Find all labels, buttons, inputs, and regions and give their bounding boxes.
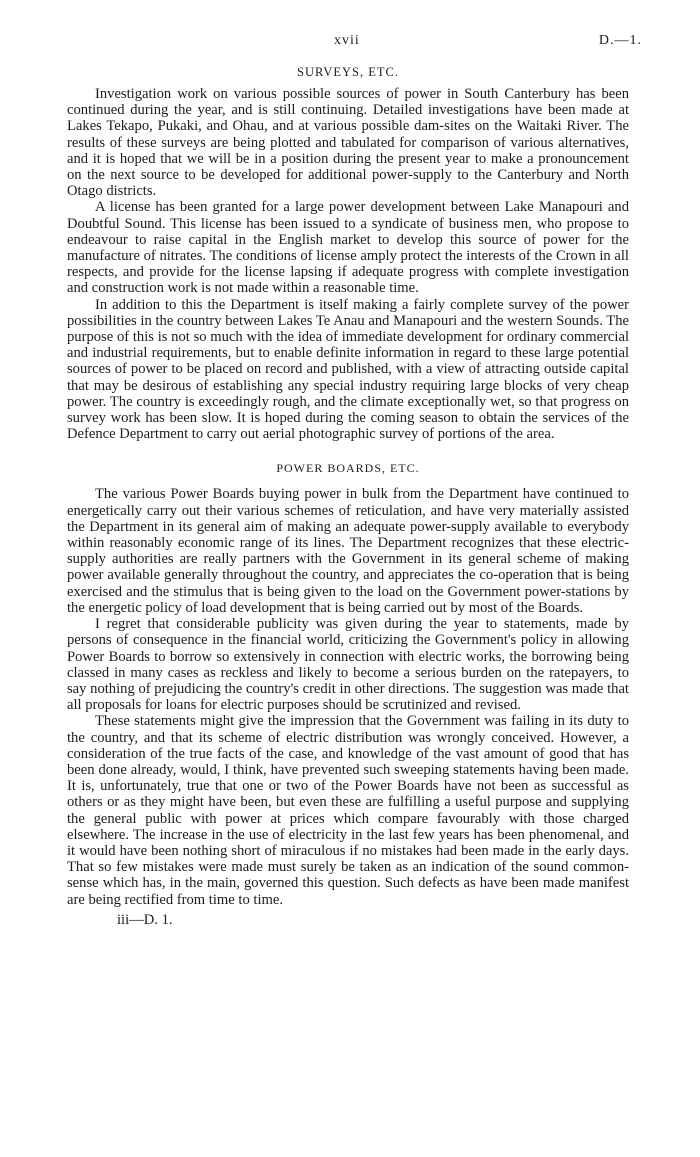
section-heading-power-boards: POWER BOARDS, ETC. [276, 461, 420, 476]
signature-mark: iii—D. 1. [117, 911, 173, 928]
section-heading-surveys: SURVEYS, ETC. [297, 65, 399, 79]
document-reference: D.—1. [598, 33, 642, 48]
page-number: xvii [334, 33, 360, 48]
paragraph: The various Power Boards buying power in bulk from the Department have continued to energetically carry out their various schemes of reticulation, and have very materially assisted the Department in its general aim of making an adequate power-supply available to everybody within reasonably economic range of its lines. The Department recognizes that these electric-supply authorities are really partners with the Government in its general scheme of making power available generally throughout the country, and appreciates the co-operation that is being exercised and the stimulus that is being given to the load on the Government power-stations by the energetic policy of load development that is being carried out by most of the Boards. [67, 486, 629, 616]
paragraph: I regret that considerable publicity was given during the year to statements, made by persons of consequence in the financial world, criticizing the Government's policy in allowing Power Boards to borrow so extensively in connection with electric works, the borrowing being classed in many cases as reckless and likely to become a serious burden on the ratepayers, to say nothing of prejudicing the country's credit in other directions. The suggestion was made that all proposals for loans for electric purposes should be scrutinized and revised. [67, 616, 629, 714]
paragraph: In addition to this the Department is itself making a fairly complete survey of the power possibilities in the country between Lakes Te Anau and Manapouri and the western Sounds. The purpose of this is not so much with the idea of immediate development for ordinary commercial and industrial requirements, but to enable definite information in regard to these large potential sources of power to be placed on record and published, with a view of attracting outside capital that may be desirous of establishing any special industry requiring large blocks of very cheap power. The country is exceedingly rough, and the climate exceptionally wet, so that progress on survey work has been slow. It is hoped during the coming season to obtain the services of the Defence Department to carry out aerial photographic survey of portions of the area. [67, 296, 629, 443]
page-body [67, 64, 629, 928]
paragraph: These statements might give the impression that the Government was failing in its duty to the country, and that its scheme of electric distribution was wrongly conceived. However, a consideration of the true facts of the case, and knowledge of the vast amount of good that has been done already, would, I think, have prevented such sweeping statements having been made. It is, unfortunately, true that one or two of the Power Boards have not been as successful as others or as they might have been, but even these are fulfilling a useful purpose and supplying the general public with power at prices which compare favourably with those charged elsewhere. The increase in the use of electricity in the last few years has been phenomenal, and it would have been nothing short of miraculous if no mistakes had been made in the early days. That so few mistakes were made must surely be taken as an indication of the sound common-sense which has, in the main, governed this question. Such defects as have been made manifest are being rectified from time to time. [67, 713, 629, 908]
paragraph: A license has been granted for a large power development between Lake Manapouri and Doubtful Sound. This license has been issued to a syndicate of business men, who propose to endeavour to raise capital in the English market to develop this source of power for the manufacture of nitrates. The conditions of license amply protect the interests of the Crown in all respects, and provide for the license lapsing if adequate progress with complete investigation and construction work is not made within a reasonable time. [67, 199, 629, 297]
paragraph: Investigation work on various possible sources of power in South Canterbury has been continued during the year, and is still continuing. Detailed investigations have been made at Lakes Tekapo, Pukaki, and Ohau, and at various possible dam-sites on the Waitaki River. The results of these surveys are being plotted and tabulated for comparison of various alternatives, and it is hoped that we will be in a position during the present year to make a pronouncement on the next source to be developed for additional power-supply to the Canterbury and North Otago districts. [67, 86, 629, 200]
